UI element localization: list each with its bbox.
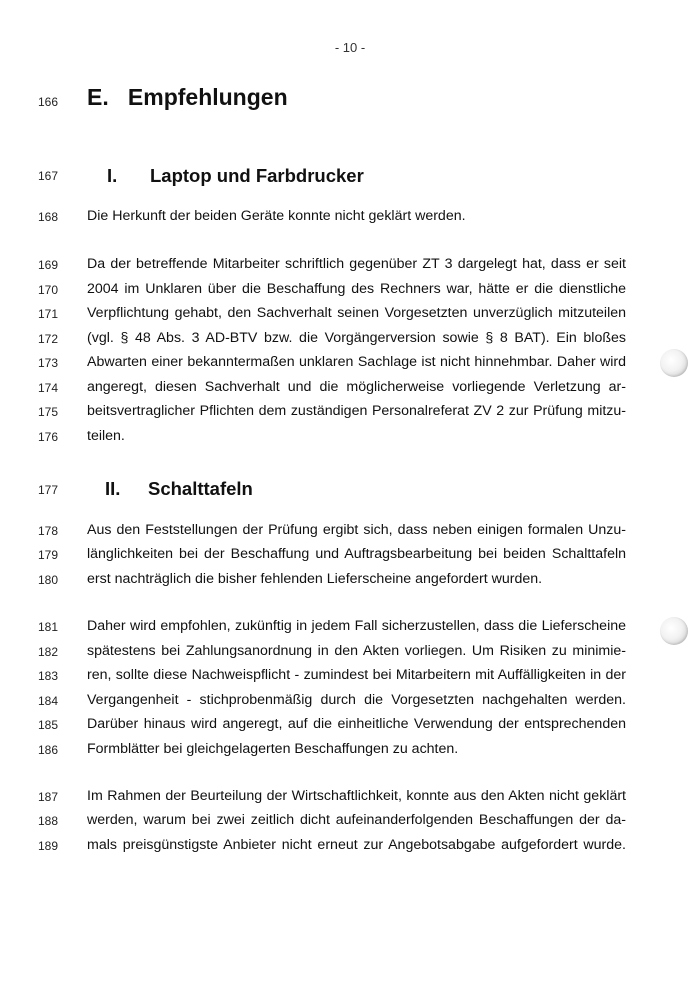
line-number: 179 xyxy=(38,548,59,562)
line-number: 185 xyxy=(38,718,59,732)
text-line: werden, warum bei zwei zeitlich dicht aufeinanderfolgenden Beschaffungen der da- xyxy=(87,812,626,828)
line-number: 169 xyxy=(38,258,59,272)
line-number: 176 xyxy=(38,430,59,444)
section-number: II. xyxy=(105,478,121,499)
line-number: 177 xyxy=(38,483,59,497)
text-line: Abwarten einer bekanntermaßen unklaren Sachlage ist nicht hinnehmbar. Daher wird xyxy=(87,354,626,370)
text-line: Verpflichtung gehabt, den Sachverhalt seinen Vorgesetzten unverzüglich mitzuteilen xyxy=(87,305,626,321)
text-line: länglichkeiten bei der Beschaffung und Auftragsbearbeitung bei beiden Schalttafeln xyxy=(87,546,626,562)
line-number: 173 xyxy=(38,356,59,370)
text-line: Daher wird empfohlen, zukünftig in jedem Fall sicherzustellen, dass die Lieferscheine xyxy=(87,618,626,634)
text-line: Die Herkunft der beiden Geräte konnte nicht geklärt werden. xyxy=(87,208,466,224)
line-number: 168 xyxy=(38,210,59,224)
line-number: 175 xyxy=(38,405,59,419)
section-title: Schalttafeln xyxy=(148,478,253,499)
text-line: Im Rahmen der Beurteilung der Wirtschaftlichkeit, konnte aus den Akten nicht geklärt xyxy=(87,788,626,804)
line-number: 180 xyxy=(38,573,59,587)
text-line: beitsvertraglicher Pflichten dem zuständigen Personalreferat ZV 2 zur Prüfung mitzu- xyxy=(87,403,626,419)
line-number: 181 xyxy=(38,620,59,634)
text-line: ren, sollte diese Nachweispflicht - zumindest bei Mitarbeitern mit Auffälligkeiten in der xyxy=(87,667,626,683)
line-number: 188 xyxy=(38,814,59,828)
text-line: Darüber hinaus wird angeregt, auf die einheitliche Verwendung der entsprechenden xyxy=(87,716,626,732)
chapter-heading: E. Empfehlungen xyxy=(87,84,288,110)
line-number: 186 xyxy=(38,743,59,757)
line-number: 171 xyxy=(38,307,59,321)
text-line: Formblätter bei gleichgelagerten Beschaffungen zu achten. xyxy=(87,741,459,757)
line-number: 182 xyxy=(38,645,59,659)
punch-hole xyxy=(660,617,688,645)
line-number: 187 xyxy=(38,790,59,804)
text-line: (vgl. § 48 Abs. 3 AD-BTV bzw. die Vorgängerversion sowie § 8 BAT). Ein bloßes xyxy=(87,330,626,346)
text-line: Aus den Feststellungen der Prüfung ergibt sich, dass neben einigen formalen Unzu- xyxy=(87,522,626,538)
text-line: mals preisgünstigste Anbieter nicht erneut zur Angebotsabgabe aufgefordert wurde. xyxy=(87,837,626,853)
line-number: 184 xyxy=(38,694,59,708)
line-number: 170 xyxy=(38,283,59,297)
page-number: - 10 - xyxy=(334,40,366,55)
section-title: Laptop und Farbdrucker xyxy=(150,165,364,186)
line-number: 178 xyxy=(38,524,59,538)
text-line: Da der betreffende Mitarbeiter schriftlich gegenüber ZT 3 dargelegt hat, dass er seit xyxy=(87,256,626,272)
text-line: angeregt, diesen Sachverhalt und die möglicherweise vorliegende Verletzung ar- xyxy=(87,379,626,395)
line-number: 172 xyxy=(38,332,59,346)
text-line: erst nachträglich die bisher fehlenden Lieferscheine angefordert wurden. xyxy=(87,571,543,587)
text-line: teilen. xyxy=(87,428,125,444)
text-line: Vergangenheit - stichprobenmäßig durch die Vorgesetzten nachgehalten werden. xyxy=(87,692,626,708)
text-line: 2004 im Unklaren über die Beschaffung des Rechners war, hätte er die dienstliche xyxy=(87,281,626,297)
section-number: I. xyxy=(107,165,118,186)
line-number: 166 xyxy=(38,95,59,109)
line-number: 189 xyxy=(38,839,59,853)
line-number: 167 xyxy=(38,169,59,183)
text-line: spätestens bei Zahlungsanordnung in den Akten vorliegen. Um Risiken zu minimie- xyxy=(87,643,626,659)
line-number: 174 xyxy=(38,381,59,395)
punch-hole xyxy=(660,349,688,377)
line-number: 183 xyxy=(38,669,59,683)
